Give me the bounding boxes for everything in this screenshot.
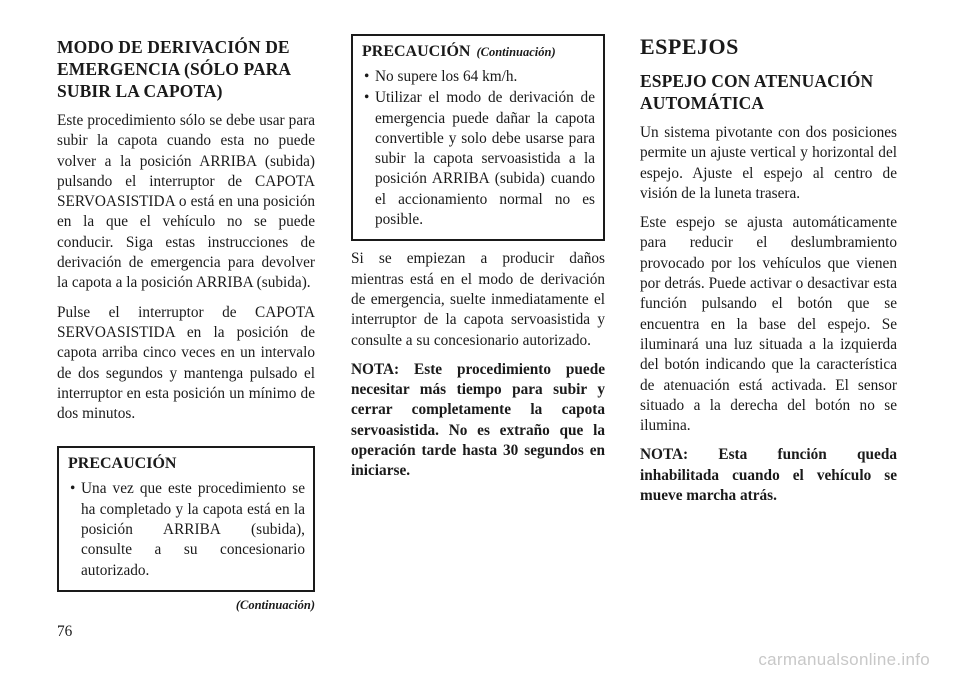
watermark: carmanualsonline.info	[758, 650, 930, 669]
bullet-icon: •	[364, 89, 370, 107]
right-column	[640, 30, 897, 515]
bullet-icon: •	[364, 68, 370, 85]
caution-title-text: PRECAUCIÓN	[362, 43, 471, 60]
caution-list	[362, 67, 595, 230]
paragraph: Este espejo se ajusta automáticamente para reducir el deslumbramiento provocado por los vehículos que vienen por detrás. Puede activar o desactivar esta función pulsando el botón que se encuentra en la base del espejo. Se iluminará una luz situada a la izquierda del botón indicando que la característica de atenuación está activada. El sensor situado a la derecha del botón no se ilumina.	[640, 214, 897, 435]
caution-title: PRECAUCIÓN	[68, 455, 177, 473]
caution-item	[362, 67, 595, 87]
continued-note: (Continuación)	[235, 597, 315, 612]
page-number: 76	[57, 623, 73, 640]
paragraph: Pulse el interruptor de CAPOTA SERVOASISTIDA en la posición de capota arriba cinco veces en un intervalo de dos segundos y mantenga pulsado el interruptor en esta posición un mínimo de dos minutos.	[57, 303, 315, 423]
caution-list	[68, 479, 305, 580]
subsection-heading-auto-dimming-mirror: ESPEJO CON ATENUACIÓN AUTOMÁTICA	[640, 71, 874, 113]
section-title-mirrors: ESPEJOS	[640, 34, 739, 59]
caution-item-text: Utilizar el modo de derivación de emergencia puede dañar la capota convertible y solo debe usarse para subir la capota servoasistida a la posición ARRIBA (subida) cuando el accionamiento normal no es posible.	[375, 89, 595, 229]
caution-continued-label: (Continuación)	[476, 45, 556, 59]
caution-box	[57, 446, 315, 591]
paragraph: Este procedimiento sólo se debe usar para subir la capota cuando esta no puede volver a la posición ARRIBA (subida) pulsando el interruptor de CAPOTA SERVOASISTIDA o está en una posición en la que el vehículo no se puede conducir. Siga estas instrucciones de derivación de emergencia para devolver la capota a la posición ARRIBA (subida).	[57, 112, 315, 292]
paragraph: Un sistema pivotante con dos posiciones permite un ajuste vertical y horizontal del espejo. Ajuste el espejo al centro de visión de la luneta trasera.	[640, 124, 897, 202]
middle-column	[351, 30, 605, 491]
note: NOTA: Esta función queda inhabilitada cuando el vehículo se mueve marcha atrás.	[640, 446, 897, 505]
caution-item	[362, 88, 595, 230]
caution-title	[362, 43, 595, 61]
caution-item-text: Una vez que este procedimiento se ha completado y la capota está en la posición ARRIBA (subida), consulte a su concesionario autorizado.	[81, 480, 305, 579]
section-heading-emergency-bypass: MODO DE DERIVACIÓN DE EMERGENCIA (SÓLO PARA SUBIR LA CAPOTA)	[57, 37, 291, 101]
note: NOTA: Este procedimiento puede necesitar más tiempo para subir y cerrar completamente la capota servoasistida. No es extraño que la operación tarde hasta 30 segundos en iniciarse.	[351, 360, 605, 480]
left-column	[57, 30, 315, 613]
bullet-icon: •	[70, 480, 76, 498]
paragraph: Si se empiezan a producir daños mientras está en el modo de derivación de emergencia, suelte inmediatamente el interruptor de la capota servoasistida y consulte a su concesionario autorizado.	[351, 250, 605, 349]
caution-item-text: No supere los 64 km/h.	[375, 68, 518, 85]
caution-item	[68, 479, 305, 580]
caution-box-continued	[351, 34, 605, 241]
